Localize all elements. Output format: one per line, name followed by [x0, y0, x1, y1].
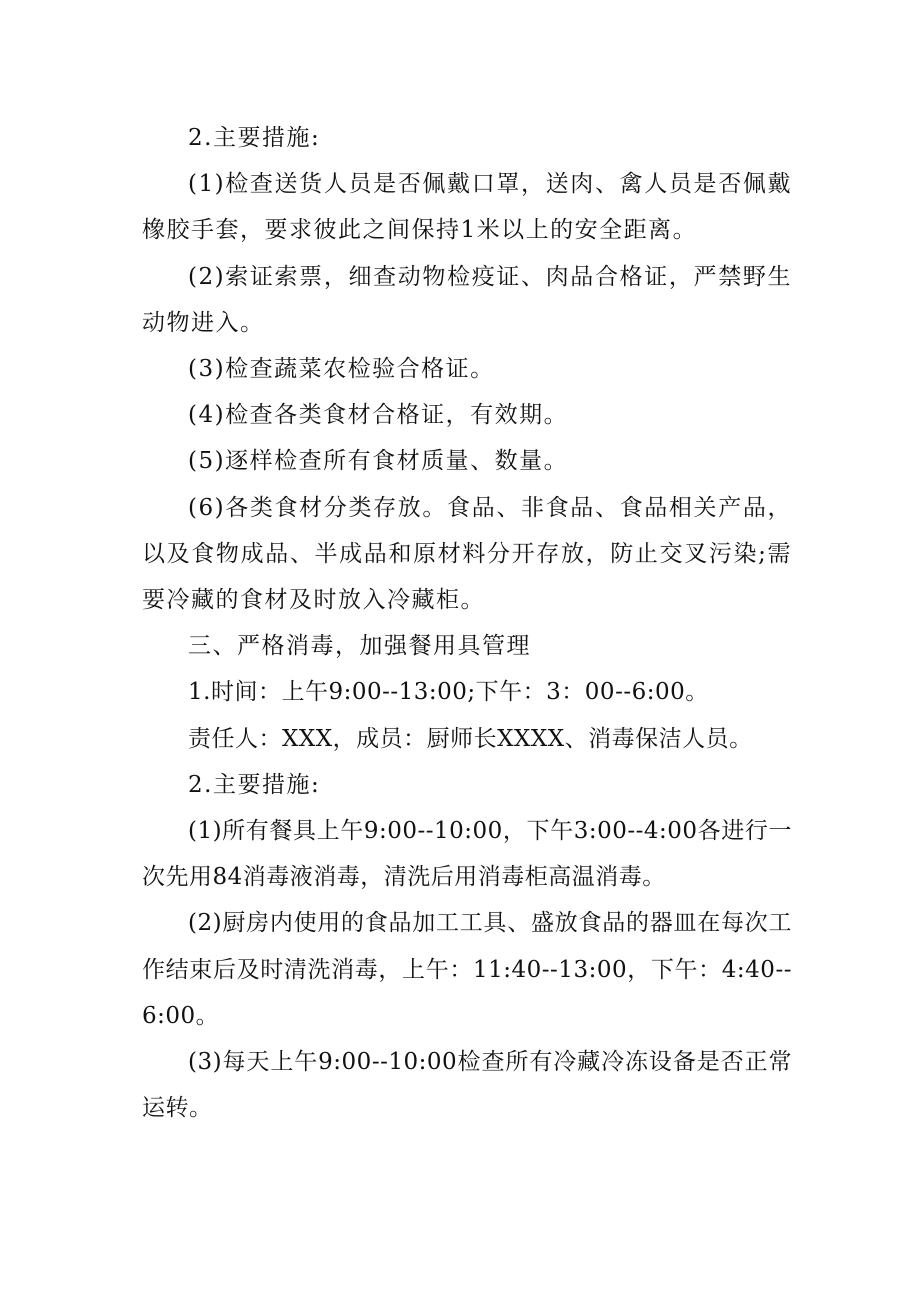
paragraph-main-measures-heading-2: 2.主要措施: [188, 771, 321, 798]
paragraph-measure-2: (2)索证索票，细查动物检疫证、肉品合格证，严禁野生动物进入。 [142, 263, 792, 336]
section-heading-disinfection: 三、严格消毒，加强餐用具管理 [188, 633, 531, 660]
paragraph-responsible-person: 责任人：XXX，成员：厨师长XXXX、消毒保洁人员。 [188, 725, 753, 752]
paragraph-measure-3: (3)检查蔬菜农检验合格证。 [188, 356, 495, 383]
paragraph-measure-1: (1)检查送货人员是否佩戴口罩，送肉、禽人员是否佩戴橡胶手套，要求彼此之间保持1米以上的安全距离。 [142, 171, 792, 244]
paragraph-time: 1.时间：上午9:00--13:00;下午：3：00--6:00。 [188, 679, 709, 706]
paragraph-measure-4: (4)检查各类食材合格证，有效期。 [188, 402, 569, 429]
paragraph-measure-5: (5)逐样检查所有食材质量、数量。 [188, 448, 569, 475]
paragraph-disinfection-measure-2: (2)厨房内使用的食品加工工具、盛放食品的器皿在每次工作结束后及时清洗消毒，上午：11:40--13:00，下午：4:40--6:00。 [142, 910, 792, 1029]
document-body [142, 115, 792, 1131]
paragraph-disinfection-measure-1: (1)所有餐具上午9:00--10:00，下午3:00--4:00各进行一次先用84消毒液消毒，清洗后用消毒柜高温消毒。 [142, 818, 792, 891]
paragraph-disinfection-measure-3: (3)每天上午9:00--10:00检查所有冷藏冷冻设备是否正常运转。 [142, 1049, 792, 1122]
paragraph-measure-6: (6)各类食材分类存放。食品、非食品、食品相关产品，以及食物成品、半成品和原材料分开存放，防止交叉污染;需要冷藏的食材及时放入冷藏柜。 [142, 494, 792, 614]
paragraph-main-measures-heading: 2.主要措施: [188, 125, 321, 151]
